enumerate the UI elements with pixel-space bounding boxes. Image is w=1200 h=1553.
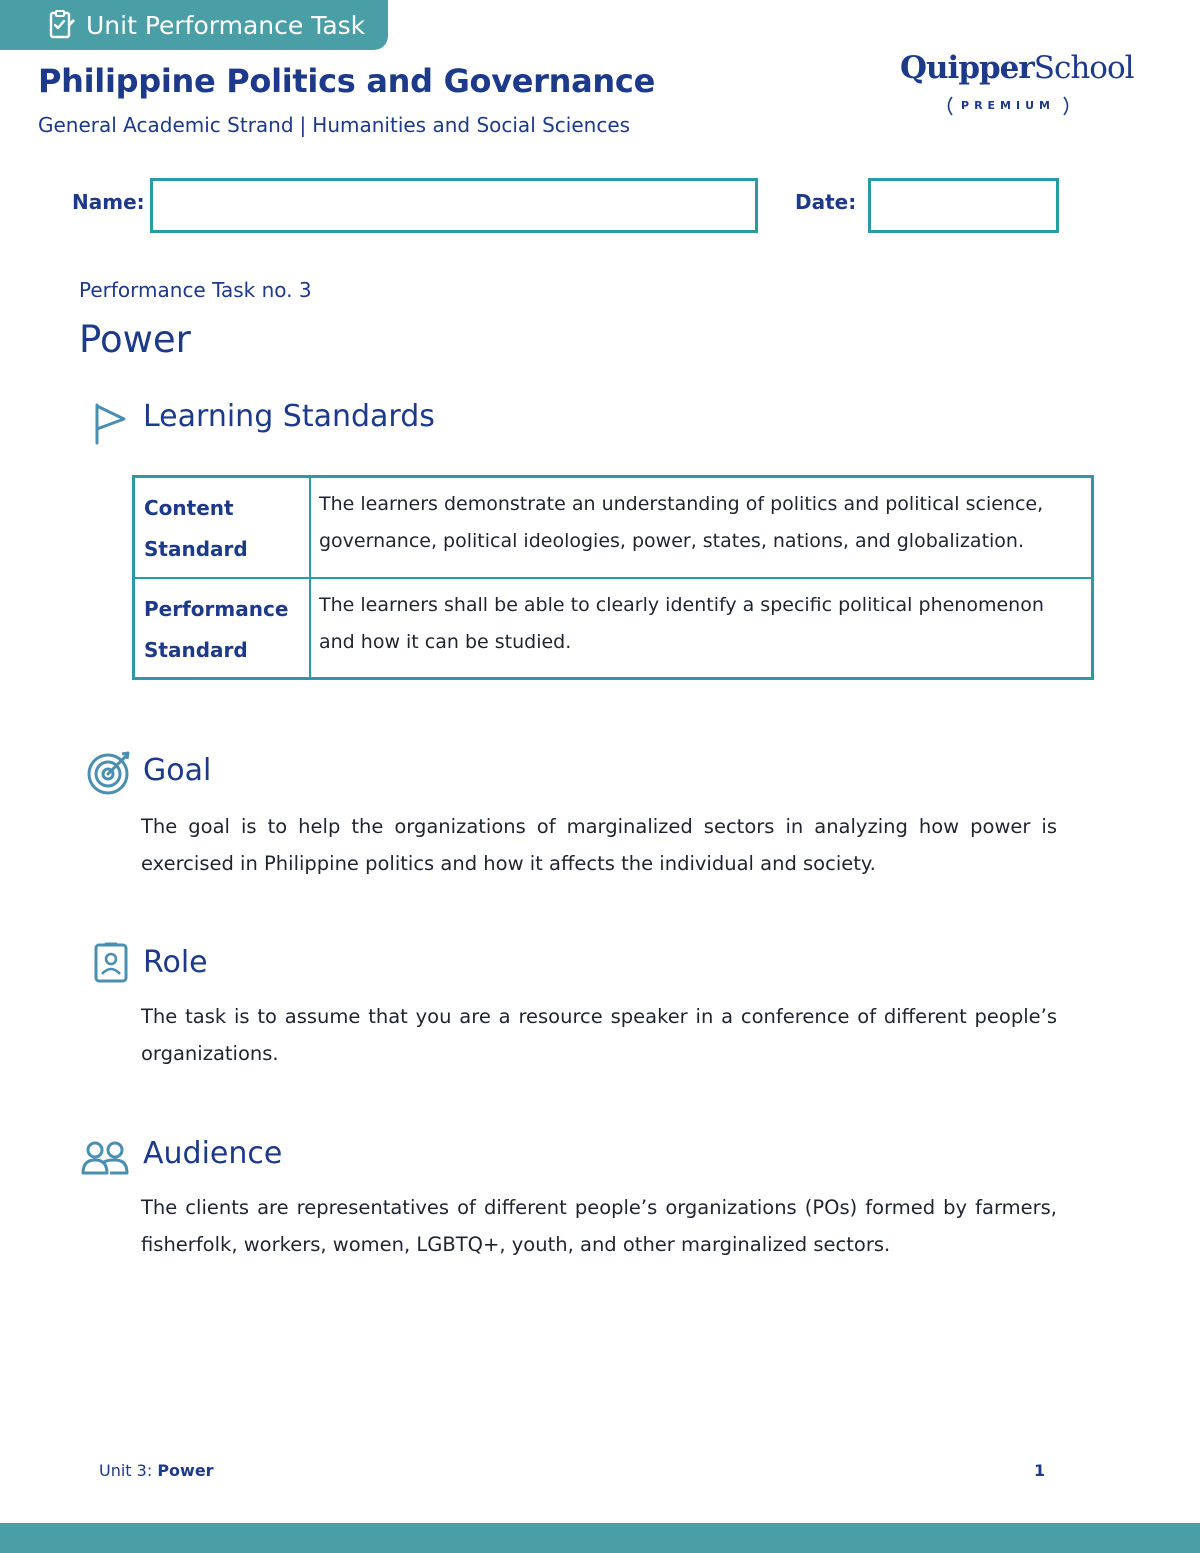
role-heading: Role bbox=[143, 945, 208, 980]
date-field[interactable] bbox=[868, 178, 1059, 233]
brand-name-light: School bbox=[1033, 50, 1134, 86]
quipper-school-logo bbox=[900, 50, 1134, 120]
people-icon bbox=[80, 1138, 130, 1178]
audience-heading: Audience bbox=[143, 1136, 283, 1171]
tab-label: Unit Performance Task bbox=[86, 10, 366, 40]
document-title: Philippine Politics and Governance bbox=[38, 62, 655, 100]
footer-unit-prefix: Unit 3: bbox=[99, 1461, 158, 1480]
standard-label-line1: Content bbox=[144, 496, 234, 520]
standard-label-line2: Standard bbox=[144, 537, 248, 561]
checklist-icon bbox=[46, 10, 76, 40]
table-row bbox=[134, 578, 1093, 679]
standard-label-line2: Standard bbox=[144, 637, 248, 662]
page-number: 1 bbox=[1034, 1461, 1046, 1480]
goal-text: The goal is to help the organizations of marginalized sectors in analyzing how power is exercised in Philippine politics and how it affects the individual and society. bbox=[141, 815, 1057, 875]
audience-text: The clients are representatives of different people’s organizations (POs) formed by farmers, fisherfolk, workers, women, LGBTQ+, youth, and other marginalized sectors. bbox=[141, 1196, 1057, 1256]
standard-text: The learners demonstrate an understanding of politics and political science, governance, political ideologies, power, states, nations, and globalization. bbox=[310, 477, 1093, 578]
id-badge-icon bbox=[93, 940, 129, 984]
standard-text: The learners shall be able to clearly identify a specific political phenomenon and how it can be studied. bbox=[310, 578, 1093, 679]
subtitle-separator: | bbox=[299, 113, 307, 137]
date-label: Date: bbox=[795, 190, 857, 214]
brand-name bbox=[900, 50, 1134, 86]
strand-label: General Academic Strand bbox=[38, 113, 294, 137]
learning-standards-table bbox=[132, 475, 1094, 680]
brand-name-bold: Quipper bbox=[900, 50, 1034, 86]
premium-badge bbox=[944, 95, 1072, 117]
name-field[interactable] bbox=[150, 178, 758, 233]
subject-area-label: Humanities and Social Sciences bbox=[312, 113, 631, 137]
standard-label bbox=[134, 477, 311, 578]
footer-unit-name: Power bbox=[157, 1461, 214, 1480]
task-number: Performance Task no. 3 bbox=[79, 278, 312, 302]
document-subtitle bbox=[38, 113, 630, 137]
learning-standards-heading: Learning Standards bbox=[143, 399, 435, 434]
table-row bbox=[134, 477, 1093, 578]
flag-icon bbox=[92, 401, 128, 445]
role-text: The task is to assume that you are a resource speaker in a conference of different people’s organizations. bbox=[141, 1005, 1057, 1065]
task-title: Power bbox=[79, 318, 191, 361]
unit-performance-task-tab bbox=[0, 0, 388, 50]
premium-label: PREMIUM bbox=[961, 99, 1055, 112]
goal-heading: Goal bbox=[143, 753, 212, 788]
standard-label-line1: Performance bbox=[144, 596, 289, 621]
bottom-bar bbox=[0, 1523, 1200, 1553]
footer-unit bbox=[99, 1461, 214, 1480]
name-label: Name: bbox=[72, 190, 145, 214]
target-icon bbox=[86, 750, 134, 796]
standard-label bbox=[134, 578, 311, 679]
